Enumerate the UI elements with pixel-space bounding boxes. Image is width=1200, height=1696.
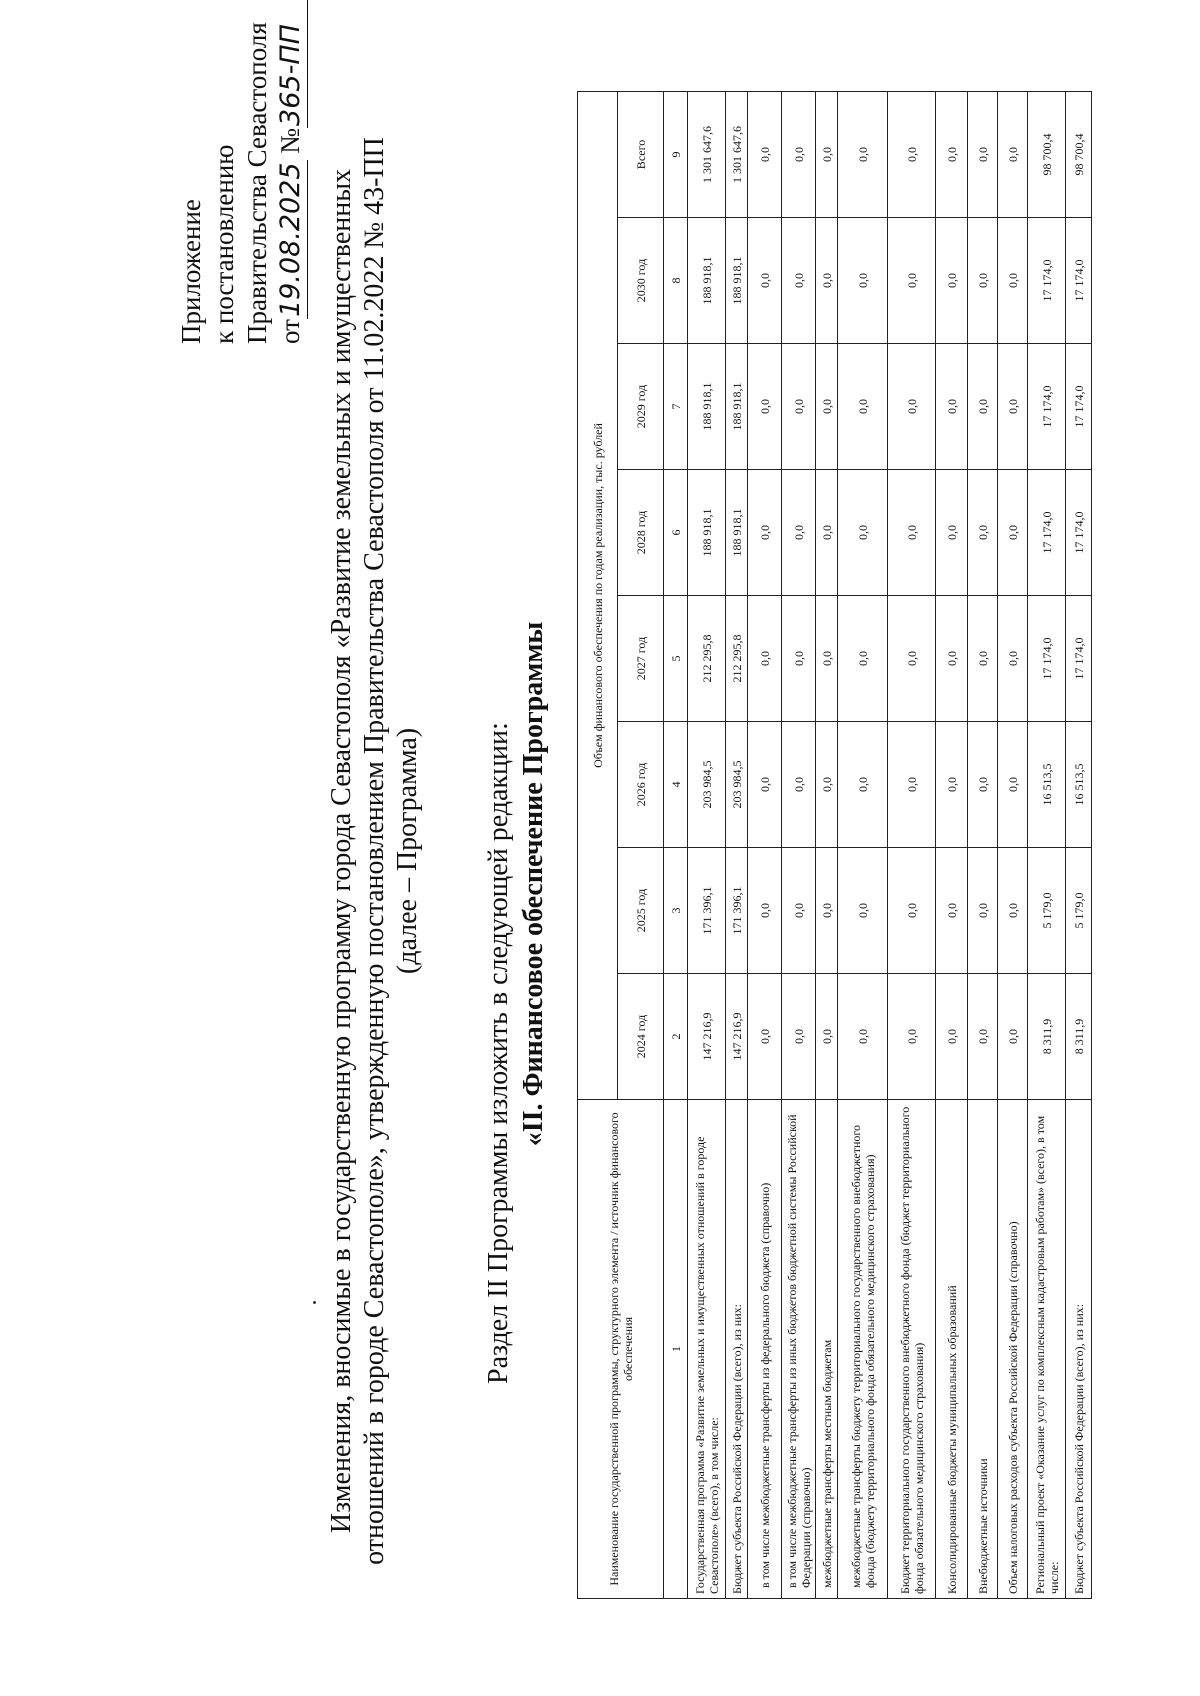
value-cell: 17 174,0	[1028, 596, 1066, 722]
total-value-cell: 0,0	[936, 91, 968, 217]
value-cell: 0,0	[782, 722, 816, 848]
value-cell: 0,0	[936, 974, 968, 1100]
value-cell: 188 918,1	[688, 218, 726, 344]
value-cell: 212 295,8	[726, 596, 748, 722]
financing-table	[577, 91, 1092, 1599]
header-year: 2026 год	[618, 722, 664, 848]
value-cell: 0,0	[888, 974, 936, 1100]
total-value-cell: 98 700,4	[1028, 91, 1066, 217]
value-cell: 17 174,0	[1066, 470, 1092, 596]
header-year: 2030 год	[618, 218, 664, 344]
value-cell: 17 174,0	[1028, 470, 1066, 596]
value-cell: 0,0	[748, 596, 782, 722]
value-cell: 0,0	[936, 848, 968, 974]
header-name: Наименование государственной программы, структурного элемента / источник финансового обеспечения	[578, 1100, 664, 1599]
handwritten-number: 365-ПП	[274, 0, 308, 128]
value-cell: 0,0	[748, 218, 782, 344]
value-cell: 0,0	[888, 470, 936, 596]
row-name-cell: в том числе межбюджетные трансферты из иных бюджетов бюджетной системы Российской Федерации (справочно)	[782, 1100, 816, 1599]
value-cell: 0,0	[838, 848, 888, 974]
value-cell: 0,0	[748, 848, 782, 974]
handwritten-date: 19.08.2025	[275, 162, 306, 318]
value-cell: 0,0	[936, 596, 968, 722]
appendix-line-2: к постановлению	[209, 144, 239, 344]
instruction-text: Раздел II Программы изложить в следующей редакции:	[483, 722, 514, 1384]
value-cell: 0,0	[782, 470, 816, 596]
header-group: Объем финансового обеспечения по годам реализации, тыс. рублей	[578, 91, 618, 1099]
value-cell: 0,0	[968, 722, 998, 848]
header-year: 2027 год	[618, 596, 664, 722]
value-cell: 0,0	[998, 470, 1028, 596]
total-value-cell: 1 301 647,6	[726, 91, 748, 217]
value-cell: 0,0	[888, 218, 936, 344]
value-cell: 0,0	[888, 344, 936, 470]
total-value-cell: 0,0	[748, 91, 782, 217]
appendix-line-4	[274, 14, 308, 344]
table-row	[998, 91, 1028, 1598]
value-cell: 0,0	[998, 974, 1028, 1100]
value-cell: 17 174,0	[1066, 218, 1092, 344]
value-cell: 0,0	[838, 344, 888, 470]
value-cell: 0,0	[888, 722, 936, 848]
total-value-cell: 0,0	[998, 91, 1028, 217]
value-cell: 0,0	[838, 722, 888, 848]
column-number-cell: 4	[664, 722, 688, 848]
column-number-cell: 1	[664, 1100, 688, 1599]
value-cell: 0,0	[816, 974, 838, 1100]
value-cell: 0,0	[782, 848, 816, 974]
value-cell: 0,0	[998, 218, 1028, 344]
row-name-cell: Консолидированные бюджеты муниципальных образований	[936, 1100, 968, 1599]
value-cell: 0,0	[968, 470, 998, 596]
row-name-cell: Бюджет субъекта Российской Федерации (всего), из них:	[1066, 1100, 1092, 1599]
value-cell: 0,0	[782, 596, 816, 722]
value-cell: 188 918,1	[726, 470, 748, 596]
total-value-cell: 0,0	[816, 91, 838, 217]
column-number-cell: 6	[664, 470, 688, 596]
value-cell: 0,0	[782, 344, 816, 470]
row-name-cell: Внебюджетные источники	[968, 1100, 998, 1599]
header-year: 2028 год	[618, 470, 664, 596]
value-cell: 5 179,0	[1066, 848, 1092, 974]
column-number-cell: 2	[664, 974, 688, 1100]
table-body	[664, 91, 1092, 1598]
row-name-cell: Бюджет субъекта Российской Федерации (всего), из них:	[726, 1100, 748, 1599]
total-value-cell: 98 700,4	[1066, 91, 1092, 217]
table-row	[968, 91, 998, 1598]
heading-line-1: Изменения, вносимые в государственную программу города Севастополя «Развитие земельных и имущественных	[326, 168, 357, 1534]
value-cell: 16 513,5	[1066, 722, 1092, 848]
value-cell: 8 311,9	[1066, 974, 1092, 1100]
table-row	[782, 91, 816, 1598]
value-cell: 0,0	[748, 470, 782, 596]
row-name-cell: Объем налоговых расходов субъекта Российской Федерации (справочно)	[998, 1100, 1028, 1599]
value-cell: 0,0	[748, 344, 782, 470]
value-cell: 0,0	[838, 596, 888, 722]
appendix-block	[175, 14, 308, 344]
scan-speck	[313, 1301, 316, 1304]
value-cell: 17 174,0	[1028, 344, 1066, 470]
row-name-cell: межбюджетные трансферты местным бюджетам	[816, 1100, 838, 1599]
table-row	[688, 91, 726, 1598]
value-cell: 0,0	[888, 596, 936, 722]
table-row	[816, 91, 838, 1598]
value-cell: 147 216,9	[688, 974, 726, 1100]
table-row	[1066, 91, 1092, 1598]
table-row	[748, 91, 782, 1598]
value-cell: 0,0	[998, 596, 1028, 722]
total-value-cell: 0,0	[888, 91, 936, 217]
value-cell: 188 918,1	[726, 344, 748, 470]
column-number-cell: 3	[664, 848, 688, 974]
section-title: «II. Финансовое обеспечение Программы	[518, 621, 549, 1147]
row-name-cell: в том числе межбюджетные трансферты из федерального бюджета (справочно)	[748, 1100, 782, 1599]
value-cell: 17 174,0	[1066, 596, 1092, 722]
column-number-cell: 9	[664, 91, 688, 217]
value-cell: 0,0	[782, 974, 816, 1100]
header-year: 2025 год	[618, 848, 664, 974]
value-cell: 0,0	[838, 974, 888, 1100]
value-cell: 17 174,0	[1028, 218, 1066, 344]
value-cell: 0,0	[936, 344, 968, 470]
value-cell: 0,0	[968, 596, 998, 722]
value-cell: 0,0	[816, 344, 838, 470]
value-cell: 171 396,1	[688, 848, 726, 974]
column-number-cell: 5	[664, 596, 688, 722]
value-cell: 171 396,1	[726, 848, 748, 974]
value-cell: 0,0	[998, 344, 1028, 470]
value-cell: 16 513,5	[1028, 722, 1066, 848]
total-value-cell: 0,0	[968, 91, 998, 217]
value-cell: 0,0	[748, 722, 782, 848]
value-cell: 0,0	[998, 848, 1028, 974]
total-value-cell: 0,0	[838, 91, 888, 217]
value-cell: 17 174,0	[1066, 344, 1092, 470]
value-cell: 0,0	[968, 218, 998, 344]
row-name-cell: Государственная программа «Развитие земельных и имущественных отношений в городе Севастополе» (всего), в том числе:	[688, 1100, 726, 1599]
value-cell: 0,0	[968, 848, 998, 974]
header-year: 2024 год	[618, 974, 664, 1100]
value-cell: 147 216,9	[726, 974, 748, 1100]
appendix-date-prefix: от	[275, 319, 305, 344]
value-cell: 0,0	[936, 722, 968, 848]
value-cell: 8 311,9	[1028, 974, 1066, 1100]
appendix-line-1: Приложение	[176, 199, 206, 344]
heading-line-3: (далее – Программа)	[392, 727, 423, 975]
value-cell: 188 918,1	[726, 218, 748, 344]
value-cell: 0,0	[998, 722, 1028, 848]
value-cell: 0,0	[838, 218, 888, 344]
value-cell: 0,0	[816, 218, 838, 344]
value-cell: 5 179,0	[1028, 848, 1066, 974]
value-cell: 0,0	[816, 722, 838, 848]
table-row	[1028, 91, 1066, 1598]
value-cell: 212 295,8	[688, 596, 726, 722]
value-cell: 0,0	[816, 470, 838, 596]
value-cell: 203 984,5	[726, 722, 748, 848]
table-row	[936, 91, 968, 1598]
number-sign: №	[275, 127, 305, 154]
value-cell: 0,0	[816, 596, 838, 722]
value-cell: 188 918,1	[688, 344, 726, 470]
value-cell: 0,0	[936, 470, 968, 596]
appendix-line-3: Правительства Севастополя	[242, 22, 272, 344]
total-value-cell: 0,0	[782, 91, 816, 217]
column-number-cell: 8	[664, 218, 688, 344]
value-cell: 188 918,1	[688, 470, 726, 596]
value-cell: 0,0	[968, 344, 998, 470]
table-row	[888, 91, 936, 1598]
header-total: Всего	[618, 91, 664, 217]
value-cell: 0,0	[936, 218, 968, 344]
header-year: 2029 год	[618, 344, 664, 470]
value-cell: 203 984,5	[688, 722, 726, 848]
value-cell: 0,0	[838, 470, 888, 596]
total-value-cell: 1 301 647,6	[688, 91, 726, 217]
column-number-cell: 7	[664, 344, 688, 470]
heading-line-2: отношений в городе Севастополе», утвержденную постановлением Правительства Севастополя от 11.02.2022 № 43-ПП	[359, 137, 390, 1565]
value-cell: 0,0	[748, 974, 782, 1100]
value-cell: 0,0	[816, 848, 838, 974]
row-name-cell: межбюджетные трансферты бюджету территориального государственного внебюджетного фонда (бюджету территориального фонда обязательного медицинского страхования)	[838, 1100, 888, 1599]
value-cell: 0,0	[888, 848, 936, 974]
table-row	[838, 91, 888, 1598]
row-name-cell: Региональный проект «Оказание услуг по комплексным кадастровым работам» (всего), в том числе:	[1028, 1100, 1066, 1599]
document-heading	[325, 86, 424, 1616]
value-cell: 0,0	[968, 974, 998, 1100]
column-number-row	[664, 91, 688, 1598]
table-row	[726, 91, 748, 1598]
value-cell: 0,0	[782, 218, 816, 344]
row-name-cell: Бюджет территориального государственного внебюджетного фонда (бюджет территориального фонда обязательного медицинского страхования)	[888, 1100, 936, 1599]
